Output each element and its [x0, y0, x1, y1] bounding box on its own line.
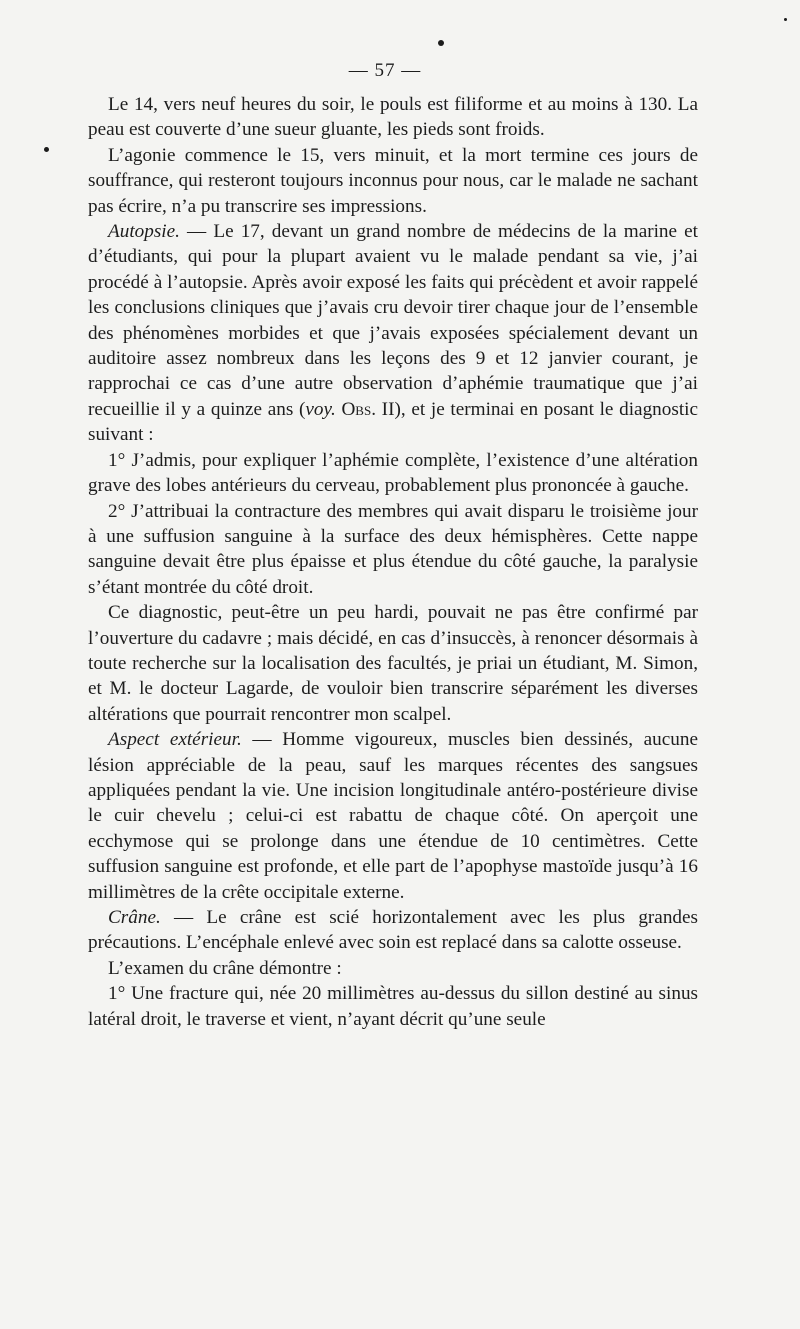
paragraph-diagnostic-1: 1° J’admis, pour expliquer l’aphémie complète, l’existence d’une altération grave des lobes antérieurs du cerveau, probablement plus prononcée à gauche.: [88, 449, 698, 497]
section-heading-crane: Crâne.: [108, 907, 161, 928]
reference-obs: Obs.: [341, 398, 376, 420]
paragraph-autopsie-text: — Le 17, devant un grand nombre de médecins de la marine et d’étudiants, qui pour la plupart avaient vu le malade pendant sa vie, j’ai procédé à l’autopsie. Après avoir exposé les faits qui précèdent et avoir rappelé les conclusions cliniques que j’avais cru devoir tirer chaque jour de l’ensemble des phénomènes morbides et que j’avais exposées spécialement devant un auditoire assez nombreux dans les leçons des 9 et 12 janvier courant, je rapprochai ce cas d’une autre observation d’aphémie traumatique que j’ai recueillie il y a quinze ans (: [88, 221, 698, 420]
page-number: — 57 —: [348, 60, 422, 81]
paragraph-autopsie: [88, 219, 698, 448]
ink-spot-top: [438, 40, 444, 46]
paragraph-2: L’agonie commence le 15, vers minuit, et la mort termine ces jours de souffrance, qui resteront toujours inconnus pour nous, car le malade ne sachant pas écrire, n’a pu transcrire ses impressions.: [88, 144, 698, 217]
reference-voy: voy.: [305, 398, 336, 420]
paragraph-1: Le 14, vers neuf heures du soir, le pouls est filiforme et au moins à 130. La peau est couverte d’une sueur gluante, les pieds sont froids.: [88, 94, 698, 141]
paragraph-examen: L’examen du crâne démontre :: [108, 957, 342, 979]
section-heading-aspect: Aspect extérieur.: [108, 729, 242, 751]
paragraph-crane-text: — Le crâne est scié horizontalement avec les plus grandes précautions. L’encéphale enlevé avec soin est replacé dans sa calotte osseuse.: [88, 907, 698, 954]
ink-spot-corner: [784, 18, 787, 21]
ink-spot-left: [44, 147, 49, 152]
paragraph-fracture: 1° Une fracture qui, née 20 millimètres au-dessus du sillon destiné au sinus latéral droit, le traverse et vient, n’ayant décrit qu’une seule: [88, 983, 698, 1030]
paragraph-autopsie-tail: II), et je terminai en posant le diagnostic suivant :: [88, 398, 698, 446]
paragraph-aspect-text: — Homme vigoureux, muscles bien dessinés, aucune lésion appréciable de la peau, sauf les marques récentes des sangsues appliquées pendant la vie. Une incision longitudinale antéro-postérieure divise le cuir chevelu ; celui-ci est rabattu de chaque côté. On aperçoit une ecchymose qui se prolonge dans une étendue de 10 centimètres. Cette suffusion sanguine est profonde, et elle part de l’apophyse mastoïde jusqu’à 16 millimètres de la crête occipitale externe.: [88, 729, 698, 903]
section-heading-autopsie: Autopsie.: [108, 221, 180, 243]
paragraph-diagnostic-2: 2° J’attribuai la contracture des membres qui avait disparu le troisième jour à une suffusion sanguine à la surface des deux hémisphères. Cette nappe sanguine devait être plus épaisse et plus étendue du côté gauche, la paralysie s’étant montrée du côté droit.: [88, 500, 698, 598]
paragraph-diagnostic-remarks: Ce diagnostic, peut-être un peu hardi, pouvait ne pas être confirmé par l’ouverture du cadavre ; mais décidé, en cas d’insuccès, à renoncer désormais à toute recherche sur la localisation des facultés, je priai un étudiant, M. Simon, et M. le docteur Lagarde, de vouloir bien transcrire séparément les diverses altérations que pourrait rencontrer mon scalpel.: [88, 602, 698, 725]
paragraph-crane: [88, 905, 698, 956]
body-text: [88, 92, 698, 1032]
paragraph-aspect-exterieur: [88, 727, 698, 905]
